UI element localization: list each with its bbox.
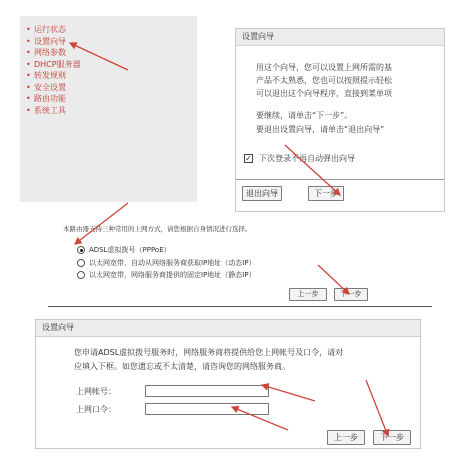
- sidebar-item-dhcp[interactable]: [26, 59, 197, 71]
- option-dynamic-ip[interactable]: [77, 258, 256, 268]
- sidebar-item-network[interactable]: [26, 47, 197, 59]
- option-label: 以太网宽带，网络服务商提供的固定IP地址（静态IP）: [89, 271, 256, 279]
- sidebar-item-label: 设置向导: [34, 36, 66, 46]
- dynamic-ip-radio[interactable]: [77, 259, 85, 267]
- sidebar-menu: [20, 16, 197, 202]
- pppoe-account-dialog: [35, 319, 421, 449]
- panel-divider: [48, 306, 432, 307]
- wizard-text-line: 产品不太熟悉，您也可以按照提示轻松: [256, 76, 392, 85]
- bullet-icon: •: [26, 48, 31, 57]
- bullet-icon: •: [26, 71, 31, 80]
- sidebar-item-security[interactable]: [26, 82, 197, 94]
- wizard-text-line: 用这个向导，您可以设置上网所需的基: [256, 63, 392, 72]
- sidebar-item-label: 运行状态: [34, 25, 66, 34]
- sidebar-item-status[interactable]: [26, 24, 197, 36]
- connection-type-panel: [63, 215, 370, 303]
- sidebar-item-label: DHCP服务器: [34, 59, 81, 69]
- sidebar-item-forwarding[interactable]: [26, 70, 197, 82]
- wizard-text-line: 要退出设置向导，请单击“退出向导”: [256, 125, 385, 134]
- previous-button[interactable]: 上一步: [327, 430, 365, 445]
- sidebar-item-system-tools[interactable]: [26, 105, 197, 117]
- bullet-icon: •: [26, 82, 31, 92]
- option-label: ADSL虚拟拨号（PPPoE）: [89, 246, 171, 254]
- auto-popup-option[interactable]: [244, 153, 355, 164]
- auto-popup-label: 下次登录不再自动弹出向导: [259, 154, 355, 163]
- sidebar-item-routing[interactable]: [26, 93, 197, 105]
- bullet-icon: •: [26, 36, 31, 46]
- wizard-text-line: 可以退出这个向导程序，直接到菜单项: [256, 89, 392, 98]
- bullet-icon: •: [26, 25, 31, 34]
- bullet-icon: •: [26, 59, 31, 69]
- sidebar-item-label: 系统工具: [34, 105, 66, 115]
- option-pppoe[interactable]: [77, 245, 171, 255]
- password-input[interactable]: [145, 403, 269, 415]
- auto-popup-checkbox[interactable]: ✓: [245, 154, 252, 163]
- dialog-title: 设置向导: [236, 29, 444, 46]
- bullet-icon: •: [26, 105, 31, 115]
- previous-button[interactable]: 上一步: [289, 288, 327, 301]
- pppoe-radio[interactable]: [77, 246, 85, 254]
- account-input[interactable]: [145, 385, 269, 397]
- pppoe-description: 应填入下框。如您遗忘或不太清楚，请咨询您的网络服务商。: [74, 362, 290, 371]
- option-static-ip[interactable]: [77, 270, 256, 280]
- sidebar-item-label: 网络参数: [34, 48, 66, 57]
- bullet-icon: •: [26, 94, 31, 103]
- exit-wizard-button[interactable]: 退出向导: [242, 186, 282, 201]
- next-button[interactable]: 下一步: [373, 430, 411, 445]
- sidebar-item-setup-wizard[interactable]: [26, 36, 197, 48]
- static-ip-radio[interactable]: [77, 271, 85, 279]
- account-label: 上网帐号：: [76, 387, 116, 396]
- dialog-title: 设置向导: [36, 320, 420, 337]
- next-button[interactable]: 下一步: [308, 186, 344, 201]
- sidebar-item-label: 转发规则: [34, 71, 66, 80]
- next-button[interactable]: 下一步: [334, 288, 368, 301]
- option-label: 以太网宽带，自动从网络服务商获取IP地址（动态IP）: [89, 259, 256, 267]
- sidebar-item-label: 安全设置: [34, 82, 66, 92]
- pppoe-description: 您申请ADSL虚拟拨号服务时，网络服务商将提供给您上网帐号及口令，请对: [74, 348, 344, 357]
- divider: [236, 179, 444, 180]
- setup-wizard-dialog: [235, 28, 445, 212]
- password-label: 上网口令：: [76, 405, 116, 414]
- connection-type-intro: 本路由器支持三种常用的上网方式，请您根据自身情况进行选择。: [63, 225, 252, 233]
- sidebar-item-label: 路由功能: [34, 94, 66, 103]
- wizard-text-line: 要继续，请单击“下一步”。: [256, 111, 353, 120]
